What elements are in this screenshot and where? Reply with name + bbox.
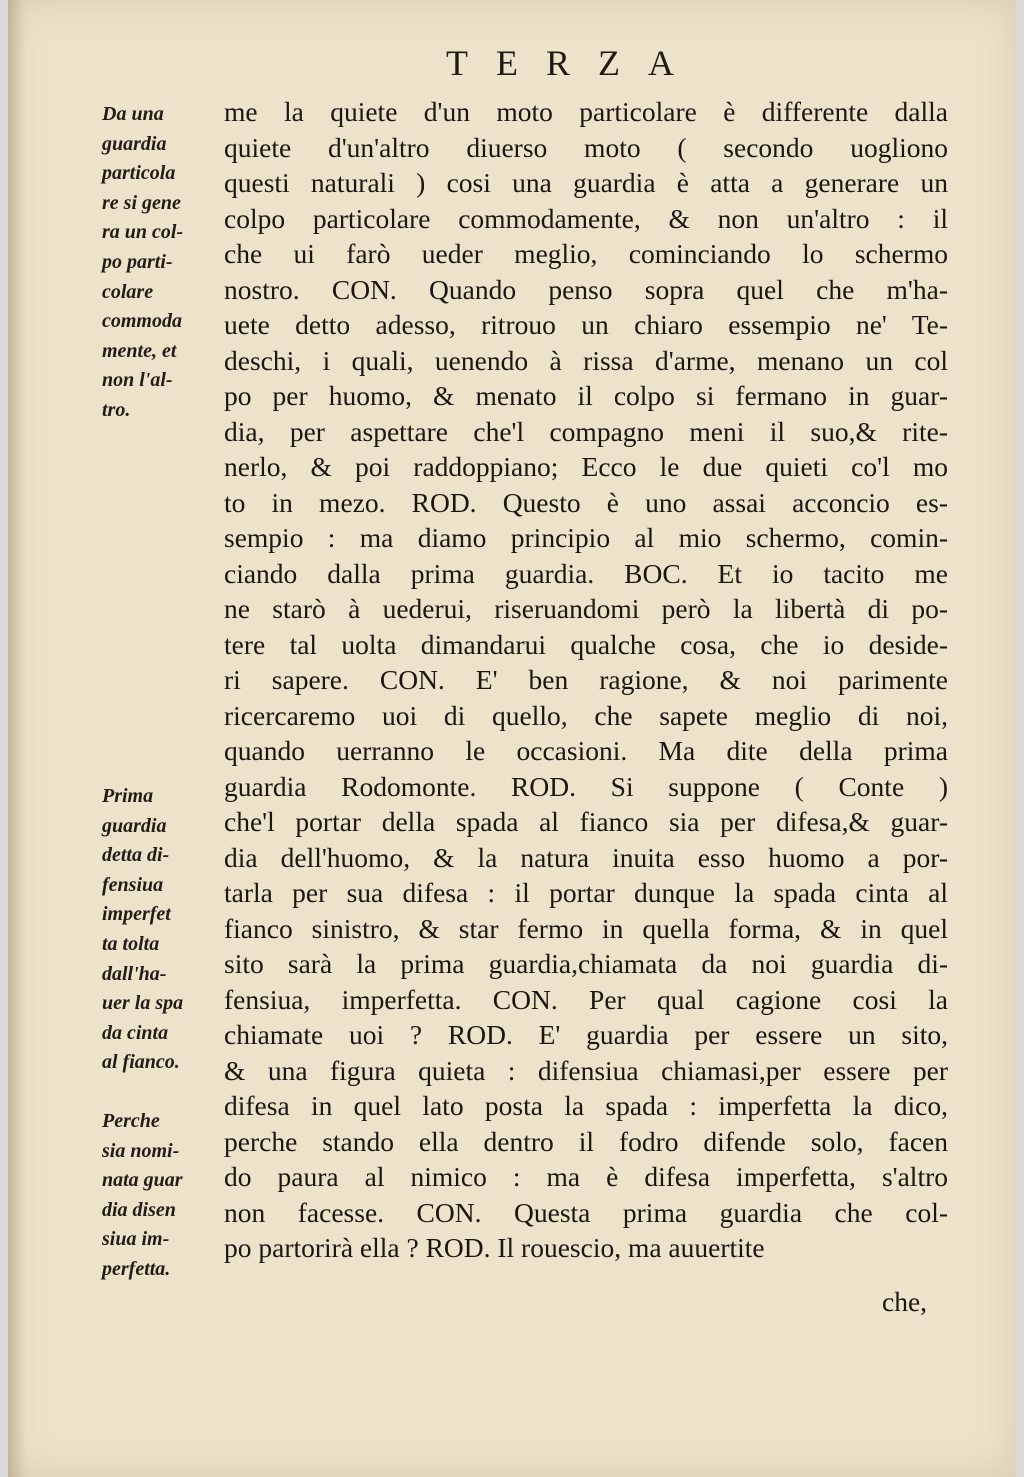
margin-note-line: guardia: [102, 132, 167, 155]
text-line: ri sapere. CON. E' ben ragione, & noi parimente: [224, 664, 948, 695]
text-line: tarla per sua difesa : il portar dunque la spada cinta al: [224, 877, 948, 908]
text-line: me la quiete d'un moto particolare è differente dalla: [224, 96, 948, 127]
margin-note-line: da cinta: [102, 1021, 169, 1044]
margin-note-line: dia disen: [102, 1198, 176, 1221]
text-line: to in mezo. ROD. Questo è uno assai acconcio es-: [224, 486, 948, 518]
text-line: do paura al nimico : ma è difesa imperfetta, s'altro: [224, 1161, 948, 1192]
text-line: che ui farò ueder meglio, cominciando lo schermo: [224, 238, 948, 269]
margin-note-line: re si gene: [102, 191, 181, 214]
text-line: tere tal uolta dimandarui qualche cosa, che io deside-: [224, 628, 948, 660]
margin-note-line: particola: [102, 162, 176, 185]
margin-note-line: Da una: [102, 103, 164, 125]
margin-note-line: ta tolta: [102, 932, 160, 955]
text-line: sito sarà la prima guardia,chiamata da noi guardia di-: [224, 948, 948, 979]
margin-note-line: colare: [102, 280, 154, 303]
book-page: [8, 0, 1016, 1477]
marginal-note-prima-guardia: [102, 782, 220, 1078]
running-head: TERZA: [446, 43, 702, 83]
margin-note-line: nata guar: [102, 1169, 183, 1192]
margin-note-line: guardia: [102, 814, 167, 837]
text-line: ricercaremo uoi di quello, che sapete meglio di noi,: [224, 699, 948, 731]
text-line: po per huomo, & menato il colpo si fermano in guar-: [224, 380, 948, 411]
margin-note-line: imperfet: [102, 903, 171, 926]
text-line: dia, per aspettare che'l compagno meni il suo,& rite-: [224, 415, 948, 447]
margin-note-line: ra un col-: [102, 221, 184, 244]
marginal-note-perche-nominata: [102, 1107, 220, 1285]
text-line: colpo particolare commodamente, & non un'altro : il: [224, 202, 948, 234]
text-line: difesa in quel lato posta la spada : imperfetta la dico,: [224, 1090, 948, 1121]
margin-note-line: mente, et: [102, 339, 177, 362]
margin-note-line: commoda: [102, 310, 182, 333]
text-line: sempio : ma diamo principio al mio schermo, comin-: [224, 522, 948, 553]
margin-note-line: tro.: [102, 398, 131, 421]
marginal-note-guardia-particolare: [102, 100, 220, 426]
text-line: po partorirà ella ? ROD. Il rouescio, ma auuertite: [224, 1232, 765, 1263]
text-line: quiete d'un'altro diuerso moto ( secondo uogliono: [224, 131, 948, 163]
margin-note-line: dall'ha-: [102, 962, 167, 985]
margin-note-line: uer la spa: [102, 992, 184, 1015]
margin-note-line: po parti-: [102, 250, 173, 273]
text-line: fianco sinistro, & star fermo in quella forma, & in quel: [224, 912, 948, 944]
text-line: & una figura quieta : difensiua chiamasi,per essere per: [224, 1054, 948, 1086]
catchword: che,: [882, 1286, 928, 1317]
text-line: perche stando ella dentro il fodro difende solo, facen: [224, 1125, 948, 1157]
text-line: nostro. CON. Quando penso sopra quel che m'ha-: [224, 273, 948, 305]
margin-note-line: Perche: [102, 1110, 160, 1132]
text-line: uete detto adesso, ritrouo un chiaro essempio ne' Te-: [224, 309, 948, 340]
margin-note-line: non l'al-: [102, 369, 173, 392]
margin-note-line: perfetta.: [102, 1257, 171, 1280]
text-line: che'l portar della spada al fianco sia per difesa,& guar-: [224, 806, 948, 837]
text-line: deschi, i quali, uenendo à rissa d'arme, menano un col: [224, 344, 948, 376]
text-line: guardia Rodomonte. ROD. Si suppone ( Conte ): [224, 770, 948, 802]
margin-note-line: Prima: [102, 785, 154, 807]
text-line: non facesse. CON. Questa prima guardia che col-: [224, 1196, 948, 1228]
text-line: questi naturali ) cosi una guardia è atta a generare un: [224, 167, 948, 198]
main-text-block: [224, 94, 948, 1266]
text-line: nerlo, & poi raddoppiano; Ecco le due quieti co'l mo: [224, 451, 948, 482]
text-line: fensiua, imperfetta. CON. Per qual cagione cosi la: [224, 983, 948, 1015]
text-line: dia dell'huomo, & la natura inuita esso huomo a por-: [224, 841, 948, 873]
text-line: chiamate uoi ? ROD. E' guardia per essere un sito,: [224, 1019, 948, 1050]
text-line: quando uerranno le occasioni. Ma dite della prima: [224, 735, 948, 766]
margin-note-line: al fianco.: [102, 1051, 180, 1074]
margin-note-line: siua im-: [102, 1228, 170, 1251]
text-line: ciando dalla prima guardia. BOC. Et io tacito me: [224, 557, 948, 589]
margin-note-line: detta di-: [102, 844, 170, 867]
margin-note-line: sia nomi-: [102, 1139, 180, 1162]
text-line: ne starò à uederui, riseruandomi però la libertà di po-: [224, 593, 948, 624]
margin-note-line: fensiua: [102, 873, 164, 896]
